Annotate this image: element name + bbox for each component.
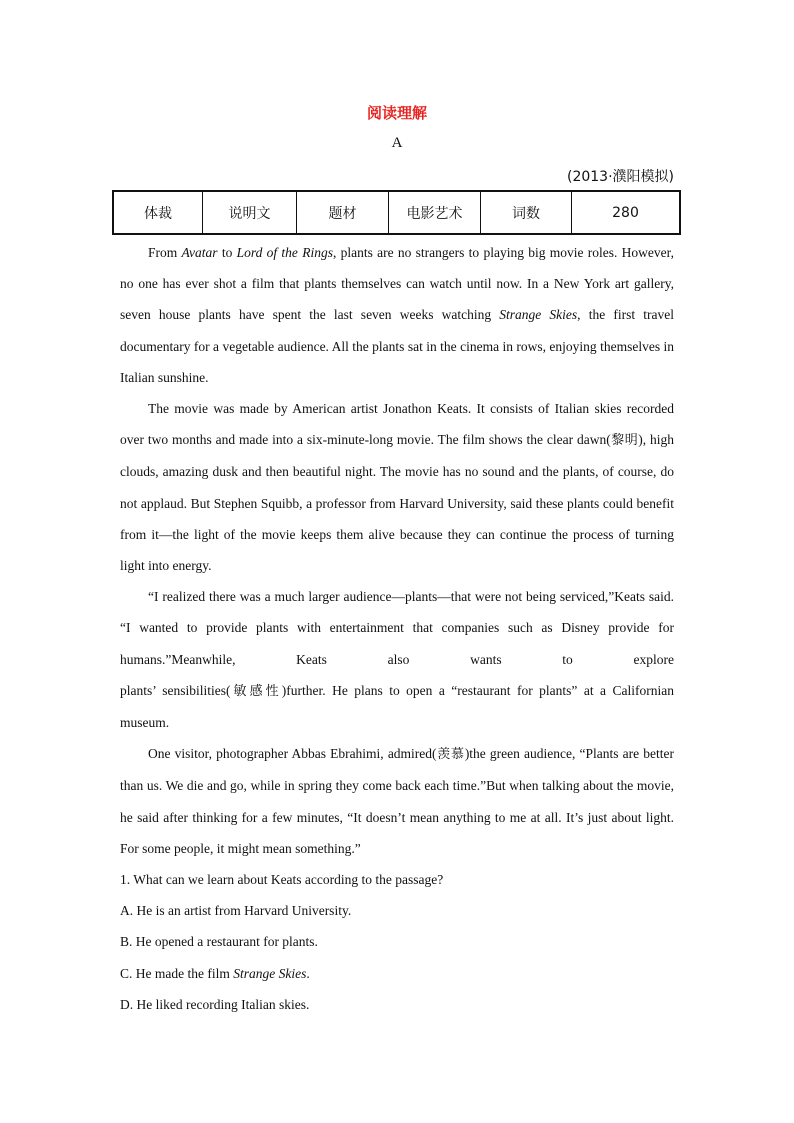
text-run: . [306,965,310,981]
text-run: plants’ sensibilities( [120,682,231,698]
question-stem: 1. What can we learn about Keats according to the passage? [120,872,444,888]
option-a: A. He is an artist from Harvard University. [120,903,352,919]
text-run: One visitor, photographer Abbas Ebrahimi, admired( [148,746,437,762]
paragraph-3 [120,581,674,675]
text-run: C. He made the film [120,965,234,981]
topic-label: 题材 [297,191,389,234]
option-c [120,958,674,989]
paragraph-2 [120,393,674,581]
passage-info-table [112,190,681,235]
text-run: From [148,245,182,260]
option-b: B. He opened a restaurant for plants. [120,934,318,950]
text-run: “I realized there was a much larger audience—plants—that were not being serviced,”Keats said. “I wanted to provide plants with entertainment that companies such as Disney provide for humans.”Meanwhile, Keats also wants to explore [120,589,674,667]
text-run: )the green audience, “Plants are better than us. We die and go, while in spring they come back each time.”But when talking about the movie, he said after thinking for a few minutes, “It doesn’t mean anything to me at all. It’s just about light. For some people, it might mean something.” [120,746,674,856]
film-title: Strange Skies [233,965,307,981]
source-note: (2013·濮阳模拟) [566,169,674,185]
gloss: 敏感性 [230,683,282,699]
option-d: D. He liked recording Italian skies. [120,996,310,1012]
text-run: , the first travel documentary for a vegetable audience. All the plants sat in the cinema in rows, enjoying themselves in Italian sunshine. [120,307,674,385]
genre-label: 体裁 [113,191,203,234]
passage-body [120,237,674,1020]
genre-value: 说明文 [203,191,297,234]
paragraph-4 [120,675,674,738]
paragraph-5 [120,738,674,864]
text-run: to [217,245,237,260]
words-label: 词数 [481,191,572,234]
film-title: Avatar [181,245,218,260]
paragraph-1 [120,237,674,393]
film-title: Lord of the Rings [236,245,333,260]
page-title: 阅读理解 [366,104,427,122]
gloss: 羡慕 [436,747,465,763]
words-value: 280 [572,191,681,234]
text-run: The movie was made by American artist Jonathon Keats. It consists of Italian skies recorded over two months and made into a six-minute-long movie. The film shows the clear dawn( [120,401,674,448]
question-1 [120,864,674,1020]
film-title: Strange Skies [499,307,578,323]
text-run: , plants are no strangers to playing big movie roles. However, no one has ever shot a film that plants themselves can watch until now. In a New York art gallery, seven house plants have spent the last seven weeks watching [120,245,674,323]
gloss: 黎明 [610,433,639,449]
text-run: )further. He plans to open a “restaurant for plants” at a Californian museum. [120,682,674,731]
section-label: A [391,135,403,151]
topic-value: 电影艺术 [389,191,481,234]
text-run: ), high clouds, amazing dusk and then beautiful night. The movie has no sound and the plants, of course, do not applaud. But Stephen Squibb, a professor from Harvard University, said these plants could benefit from it—the light of the movie keeps them alive because they can continue the process of turning light into energy. [120,432,674,574]
